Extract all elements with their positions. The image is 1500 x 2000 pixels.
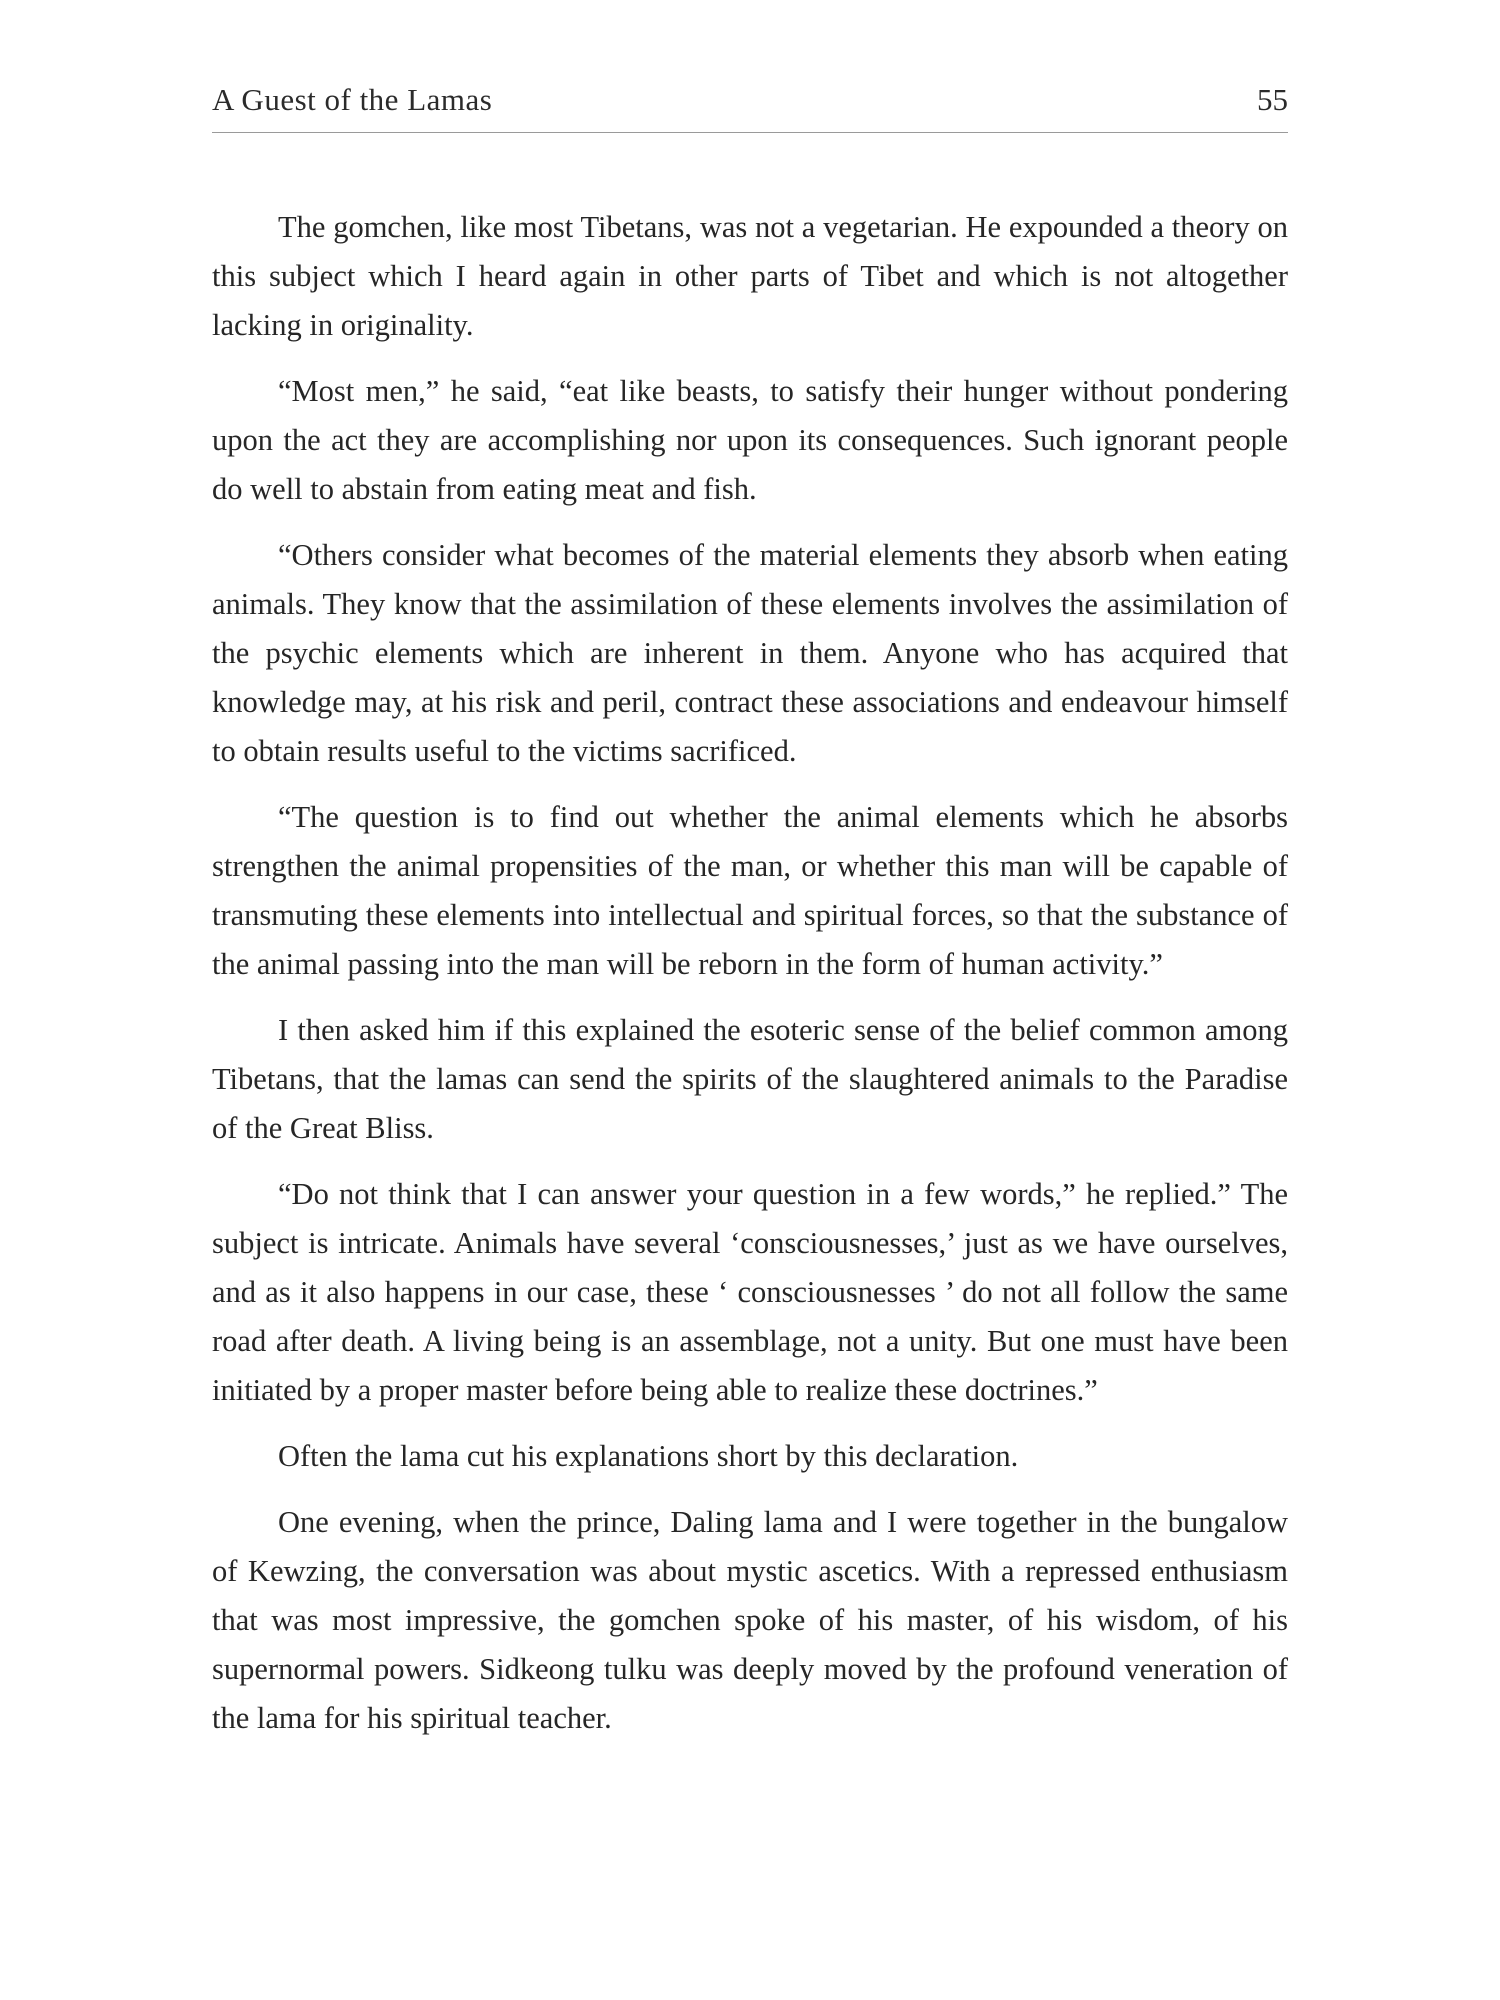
- header-rule: [212, 132, 1288, 133]
- running-title: A Guest of the Lamas: [212, 82, 493, 117]
- page-number: 55: [1257, 82, 1288, 117]
- paragraph: The gomchen, like most Tibetans, was not a vegetarian. He expounded a theory on this subject which I heard again in other parts of Tibet and which is not altogether lacking in originality.: [212, 210, 1288, 342]
- running-head: [212, 82, 1288, 122]
- paragraph: “The question is to find out whether the animal elements which he absorbs strengthen the animal propensities of the man, or whether this man will be capable of transmuting these elements into intellectual and spiritual forces, so that the substance of the animal passing into the man will be reborn in the form of human activity.”: [212, 800, 1288, 981]
- paragraph: Often the lama cut his explanations short by this declaration.: [278, 1439, 1019, 1473]
- paragraph: One evening, when the prince, Daling lama and I were together in the bungalow of Kewzing, the conversation was about mystic ascetics. With a repressed enthusiasm that was most impressive, the gomchen spoke of his master, of his wisdom, of his supernormal powers. Sidkeong tulku was deeply moved by the profound veneration of the lama for his spiritual teacher.: [212, 1505, 1288, 1735]
- paragraph: “Do not think that I can answer your question in a few words,” he replied.” The subject is intricate. Animals have several ‘consciousnesses,’ just as we have ourselves, and as it also happens in our case, these ‘ consciousnesses ’ do not all follow the same road after death. A living being is an assemblage, not a unity. But one must have been initiated by a proper master before being able to realize these doctrines.”: [212, 1177, 1288, 1407]
- paragraph: “Most men,” he said, “eat like beasts, to satisfy their hunger without pondering upon the act they are accomplishing nor upon its consequences. Such ignorant people do well to abstain from eating meat and fish.: [212, 374, 1288, 506]
- body-text: [212, 203, 1288, 1760]
- paragraph: “Others consider what becomes of the material elements they absorb when eating animals. They know that the assimilation of these elements involves the assimilation of the psychic elements which are inherent in them. Anyone who has acquired that knowledge may, at his risk and peril, contract these associations and endeavour himself to obtain results useful to the victims sacrificed.: [212, 538, 1288, 768]
- paragraph: I then asked him if this explained the esoteric sense of the belief common among Tibetans, that the lamas can send the spirits of the slaughtered animals to the Paradise of the Great Bliss.: [212, 1013, 1288, 1145]
